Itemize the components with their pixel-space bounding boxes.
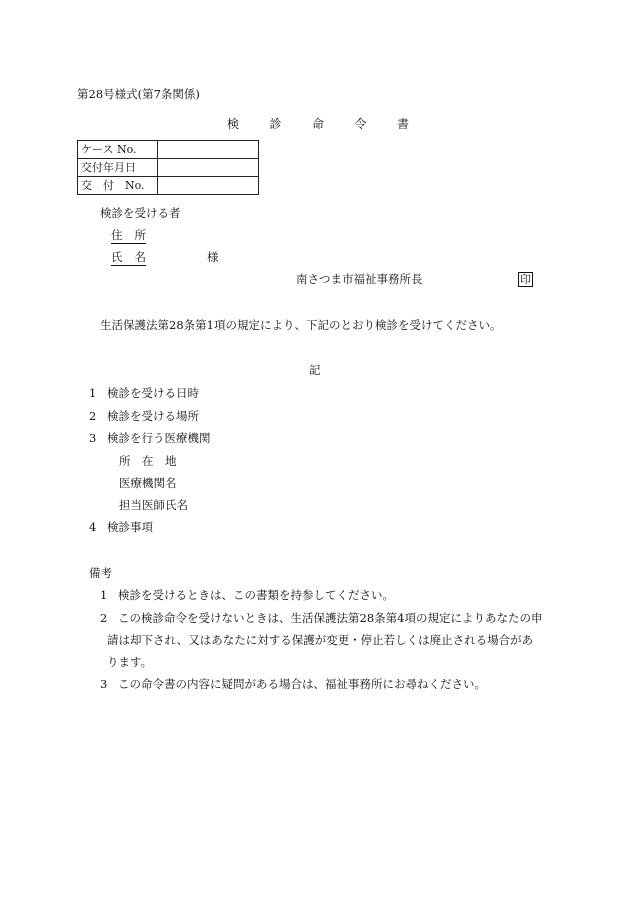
honorific: 様 — [207, 250, 219, 264]
remark-item-continued: 請は却下され、又はあなたに対する保護が変更・停止若しくは廃止される場合があ — [107, 633, 534, 647]
title-char: 検 — [227, 117, 240, 131]
issue-date-value[interactable] — [158, 159, 259, 177]
remark-item: 2 この検診命令を受けないときは、生活保護法第28条第4項の規定によりあなたの申 — [100, 611, 543, 625]
ki-heading: 記 — [309, 363, 321, 377]
remark-item: 1 検診を受けるときは、この書類を持参してください。 — [100, 588, 394, 602]
form-number: 第28号様式(第7条関係) — [77, 87, 200, 101]
remark-item: 3 この命令書の内容に疑問がある場合は、福祉事務所にお尋ねください。 — [100, 677, 486, 691]
body-text: 生活保護法第28条第1項の規定により、下記のとおり検診を受けてください。 — [100, 318, 502, 332]
title-char: 令 — [354, 117, 367, 131]
seal-mark: 印 — [520, 273, 531, 286]
table-row — [78, 159, 259, 177]
issue-no-label: 交 付 No. — [78, 177, 158, 195]
title-char: 命 — [311, 117, 324, 131]
issue-date-label: 交付年月日 — [78, 159, 158, 177]
table-row — [78, 141, 259, 159]
table-row — [78, 177, 259, 195]
title-char: 書 — [396, 117, 409, 131]
list-item: 4 検診事項 — [89, 520, 153, 534]
case-no-label: ケース No. — [78, 141, 158, 159]
address-label: 住 所 — [111, 228, 146, 242]
list-item: 3 検診を行う医療機関 — [89, 431, 211, 445]
title-char: 診 — [269, 117, 282, 131]
document-title — [227, 118, 409, 130]
sub-item-doctor-name: 担当医師氏名 — [119, 498, 188, 512]
issuer-name: 南さつま市福祉事務所長 — [296, 272, 423, 286]
case-no-value[interactable] — [158, 141, 259, 159]
sub-item-institution-name: 医療機関名 — [119, 476, 177, 490]
case-info-table — [77, 140, 259, 195]
remark-item-continued: ります。 — [107, 655, 153, 669]
remarks-heading: 備考 — [89, 566, 112, 580]
list-item: 1 検診を受ける日時 — [89, 386, 199, 400]
list-item: 2 検診を受ける場所 — [89, 409, 199, 423]
issue-no-value[interactable] — [158, 177, 259, 195]
sub-item-location: 所 在 地 — [119, 454, 177, 468]
recipient-heading: 検診を受ける者 — [100, 206, 181, 220]
name-label: 氏 名 — [111, 250, 146, 264]
